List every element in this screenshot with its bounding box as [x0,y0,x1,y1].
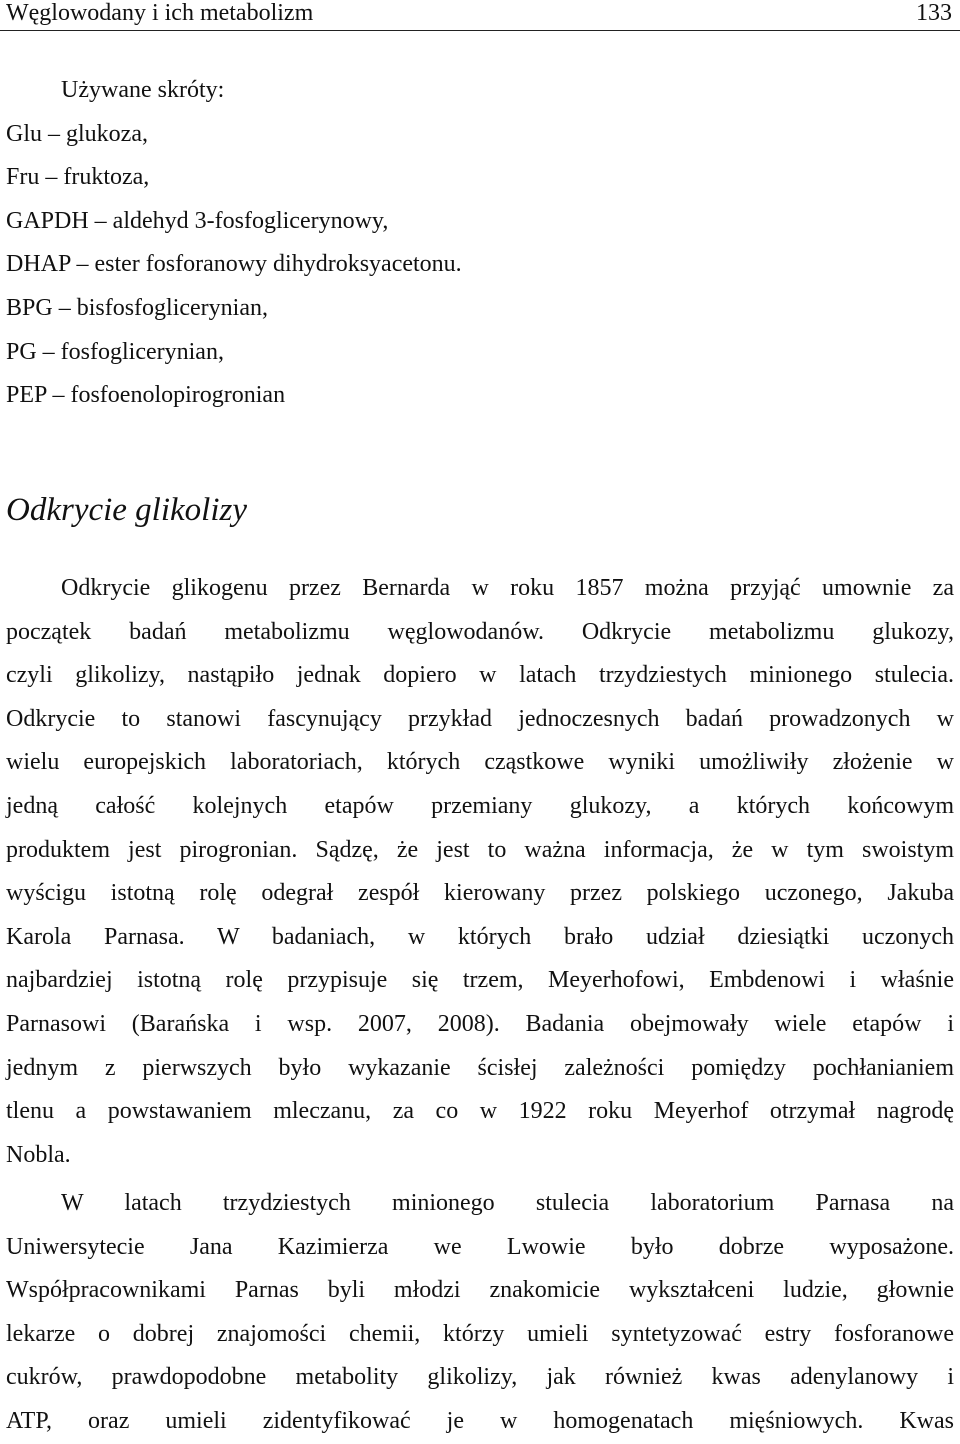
paragraph-line: jedną całość kolejnych etapów przemiany glukozy, a których końcowym [6,792,954,819]
running-header-title: Węglowodany i ich metabolizm [6,0,314,26]
running-header [0,0,960,31]
paragraph-line: Odkrycie glikogenu przez Bernarda w roku 1857 można przyjąć umownie za [61,575,954,601]
paragraph-line: jednym z pierwszych było wykazanie ścisłej zależności pomiędzy pochłanianiem [6,1054,954,1081]
paragraph-line: Odkrycie to stanowi fascynujący przykład jednoczesnych badań prowadzonych w [6,705,954,732]
body-paragraph [6,1182,954,1444]
paragraph-line: Karola Parnasa. W badaniach, w których brało udział dziesiątki uczonych [6,923,954,950]
paragraph-line: Parnasowi (Barańska i wsp. 2007, 2008). Badania obejmowały wiele etapów i [6,1010,954,1037]
abbreviations-list [6,72,462,421]
page-number: 133 [916,0,952,26]
paragraph-line: ATP, oraz umieli zidentyfikować je w homogenatach mięśniowych. Kwas [6,1407,954,1434]
paragraph-line: wielu europejskich laboratoriach, których cząstkowe wyniki umożliwiły złożenie w [6,749,954,776]
body-paragraph [6,567,954,1177]
paragraph-line: czyli glikolizy, nastąpiło jednak dopiero w latach trzydziestych minionego stulecia. [6,662,954,689]
abbreviation-item: DHAP – ester fosforanowy dihydroksyacetonu. [6,251,462,278]
paragraph-line: Nobla. [6,1141,71,1168]
abbreviation-item: PEP – fosfoenolopirogronian [6,382,286,409]
paragraph-line: W latach trzydziestych minionego stulecia laboratorium Parnasa na [61,1190,954,1216]
paragraph-line: wyścigu istotną rolę odegrał zespół kierowany przez polskiego uczonego, Jakuba [6,880,954,907]
paragraph-line: najbardziej istotną rolę przypisuje się trzem, Meyerhofowi, Embdenowi i właśnie [6,967,954,994]
paragraph-line: produktem jest pirogronian. Sądzę, że jest to ważna informacja, że w tym swoistym [6,836,954,863]
section-heading: Odkrycie glikolizy [6,492,247,528]
abbreviation-item: GAPDH – aldehyd 3-fosfoglicerynowy, [6,207,389,234]
paragraph-line: tlenu a powstawaniem mleczanu, za co w 1922 roku Meyerhof otrzymał nagrodę [6,1098,954,1125]
paragraph-line: lekarze o dobrej znajomości chemii, którzy umieli syntetyzować estry fosforanowe [6,1320,954,1347]
paragraph-line: cukrów, prawdopodobne metabolity glikolizy, jak również kwas adenylanowy i [6,1364,954,1391]
abbreviation-item: Fru – fruktoza, [6,164,150,191]
paragraph-line: początek badań metabolizmu węglowodanów. Odkrycie metabolizmu glukozy, [6,618,954,645]
paragraph-line: Uniwersytecie Jana Kazimierza we Lwowie było dobrze wyposażone. [6,1233,954,1260]
abbreviation-item: Glu – glukoza, [6,120,148,147]
abbreviation-item: BPG – bisfosfoglicerynian, [6,294,268,321]
paragraph-line: Współpracownikami Parnas byli młodzi znakomicie wykształceni ludzie, głownie [6,1277,954,1304]
abbreviations-heading: Używane skróty: [61,77,225,103]
abbreviation-item: PG – fosfoglicerynian, [6,338,224,365]
